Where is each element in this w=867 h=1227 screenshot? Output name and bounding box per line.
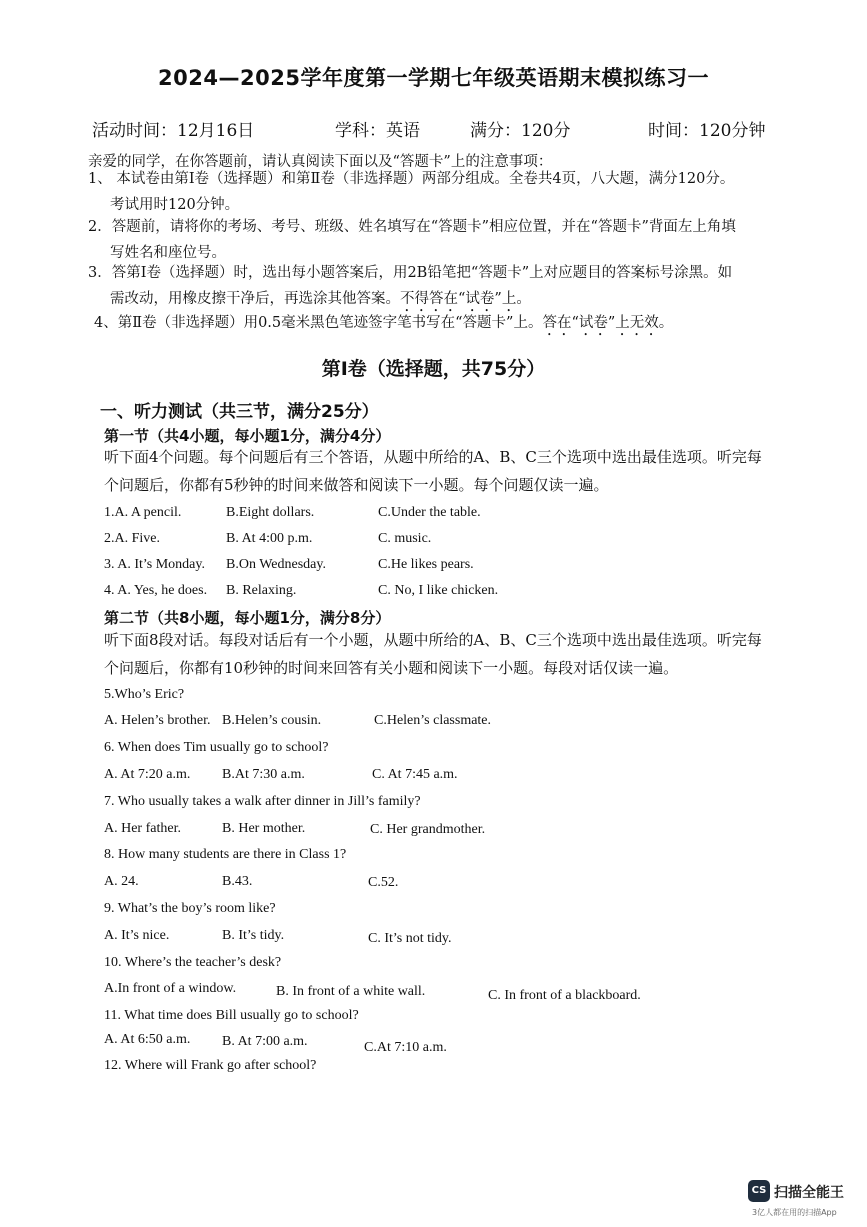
part-2-title: 第二节（共8小题，每小题1分，满分8分） [104, 609, 391, 627]
exam-meta-row [0, 116, 867, 144]
q8-option-c: C.52. [368, 875, 399, 890]
q9-option-c: C. It’s not tidy. [368, 931, 452, 946]
q5-option-b: B.Helen’s cousin. [222, 713, 322, 728]
q5-option-c: C.Helen’s classmate. [374, 713, 492, 728]
part-1-instruction [104, 443, 804, 499]
notice-item-4-line1a: 4、第Ⅱ卷（非选择题）用0.5毫米黑色笔迹签字笔书写在“答题卡”上。 [94, 315, 543, 331]
q8-stem: 8. How many students are there in Class 1? [104, 847, 347, 862]
volume-1-title: 第Ⅰ卷（选择题，共75分） [321, 358, 546, 380]
q10-option-a: A.In front of a window. [104, 981, 237, 996]
q5-option-a: A. Helen’s brother. [104, 713, 211, 728]
q3-option-b: B.On Wednesday. [226, 557, 326, 572]
notice-item-3-line2a: 需改动，用橡皮擦干净后，再选涂其他答案。 [110, 291, 400, 307]
q3-option-a: 3. A. It’s Monday. [104, 557, 205, 572]
q11-option-c: C.At 7:10 a.m. [364, 1040, 447, 1055]
scanner-app-name: 扫描全能王 [774, 1185, 844, 1201]
q2-option-b: B. At 4:00 p.m. [226, 531, 313, 546]
part-1-title: 第一节（共4小题，每小题1分，满分4分） [104, 427, 391, 445]
notice-item-3-emphasis: 不得答在“试卷”上。 [400, 291, 531, 307]
q10-option-b: B. In front of a white wall. [276, 984, 426, 999]
q5-stem: 5.Who’s Eric? [104, 687, 185, 702]
q11-option-a: A. At 6:50 a.m. [104, 1032, 191, 1047]
q2-option-c: C. music. [378, 531, 432, 546]
notice-item-2-line2: 写姓名和座位号。 [110, 245, 226, 261]
q10-option-c: C. In front of a blackboard. [488, 988, 641, 1003]
notice-item-2 [88, 214, 736, 266]
notice-item-1 [88, 166, 734, 218]
q4-option-a: 4. A. Yes, he does. [104, 583, 208, 598]
notice-item-3-line1: 3．答第Ⅰ卷（选择题）时，选出每小题答案后，用2B铅笔把“答题卡”上对应题目的答案标号涂黑。如 [88, 265, 733, 281]
q1-option-a: 1.A. A pencil. [104, 505, 182, 520]
section-1-title: 一、听力测试（共三节，满分25分） [100, 402, 379, 422]
q2-option-a: 2.A. Five. [104, 531, 160, 546]
notice-item-1-line2: 考试用时120分钟。 [110, 197, 240, 213]
notice-item-1-line1: 1、 本试卷由第Ⅰ卷（选择题）和第Ⅱ卷（非选择题）两部分组成。全卷共4页，八大题，满分120分。 [88, 171, 735, 187]
q11-stem: 11. What time does Bill usually go to school? [104, 1008, 359, 1023]
subject: 学科：英语 [335, 121, 420, 141]
part-2-instruction-line2: 个问题后，你都有10秒钟的时间来回答有关小题和阅读下一小题。每段对话仅读一遍。 [104, 659, 679, 677]
q10-stem: 10. Where’s the teacher’s desk? [104, 955, 282, 970]
notice-item-2-line1: 2．答题前，请将你的考场、考号、班级、姓名填写在“答题卡”相应位置，并在“答题卡”背面左上角填 [88, 219, 736, 235]
q1-option-c: C.Under the table. [378, 505, 481, 520]
q8-option-a: A. 24. [104, 874, 139, 889]
q12-stem: 12. Where will Frank go after school? [104, 1058, 317, 1073]
q6-option-b: B.At 7:30 a.m. [222, 767, 305, 782]
scanner-tagline: 3亿人都在用的扫描App [752, 1208, 837, 1217]
q9-option-a: A. It’s nice. [104, 928, 170, 943]
q9-stem: 9. What’s the boy’s room like? [104, 901, 276, 916]
q4-option-b: B. Relaxing. [226, 583, 297, 598]
q11-option-b: B. At 7:00 a.m. [222, 1034, 308, 1049]
q1-option-b: B.Eight dollars. [226, 505, 315, 520]
q6-option-a: A. At 7:20 a.m. [104, 767, 191, 782]
notice-item-4-emphasis: 答在“试卷”上无效。 [542, 315, 674, 331]
q7-option-c: C. Her grandmother. [370, 822, 486, 837]
notice-item-4 [94, 310, 673, 339]
full-score: 满分：120分 [470, 121, 571, 141]
duration: 时间：120分钟 [648, 121, 766, 141]
part-2-instruction-line1: 听下面8段对话。每段对话后有一个小题，从题中所给的A、B、C三个选项中选出最佳选项。听完每 [104, 631, 762, 649]
part-2-instruction [104, 626, 804, 682]
q8-option-b: B.43. [222, 874, 253, 889]
activity-time: 活动时间：12月16日 [92, 121, 255, 141]
q6-option-c: C. At 7:45 a.m. [372, 767, 458, 782]
q4-option-c: C. No, I like chicken. [378, 583, 499, 598]
q7-option-b: B. Her mother. [222, 821, 306, 836]
part-1-instruction-line2: 个问题后，你都有5秒钟的时间来做答和阅读下一小题。每个问题仅读一遍。 [104, 476, 609, 494]
notice-item-3 [88, 260, 732, 315]
q3-option-c: C.He likes pears. [378, 557, 474, 572]
scanner-logo-icon: CS [748, 1180, 770, 1202]
scanner-watermark [748, 1180, 848, 1220]
q9-option-b: B. It’s tidy. [222, 928, 285, 943]
notice-greeting: 亲爱的同学，在你答题前，请认真阅读下面以及“答题卡”上的注意事项： [88, 154, 553, 170]
q6-stem: 6. When does Tim usually go to school? [104, 740, 329, 755]
q7-option-a: A. Her father. [104, 821, 181, 836]
part-1-instruction-line1: 听下面4个问题。每个问题后有三个答语，从题中所给的A、B、C三个选项中选出最佳选项。听完每 [104, 448, 762, 466]
q7-stem: 7. Who usually takes a walk after dinner in Jill’s family? [104, 794, 421, 809]
exam-title: 2024—2025学年度第一学期七年级英语期末模拟练习一 [158, 66, 709, 90]
